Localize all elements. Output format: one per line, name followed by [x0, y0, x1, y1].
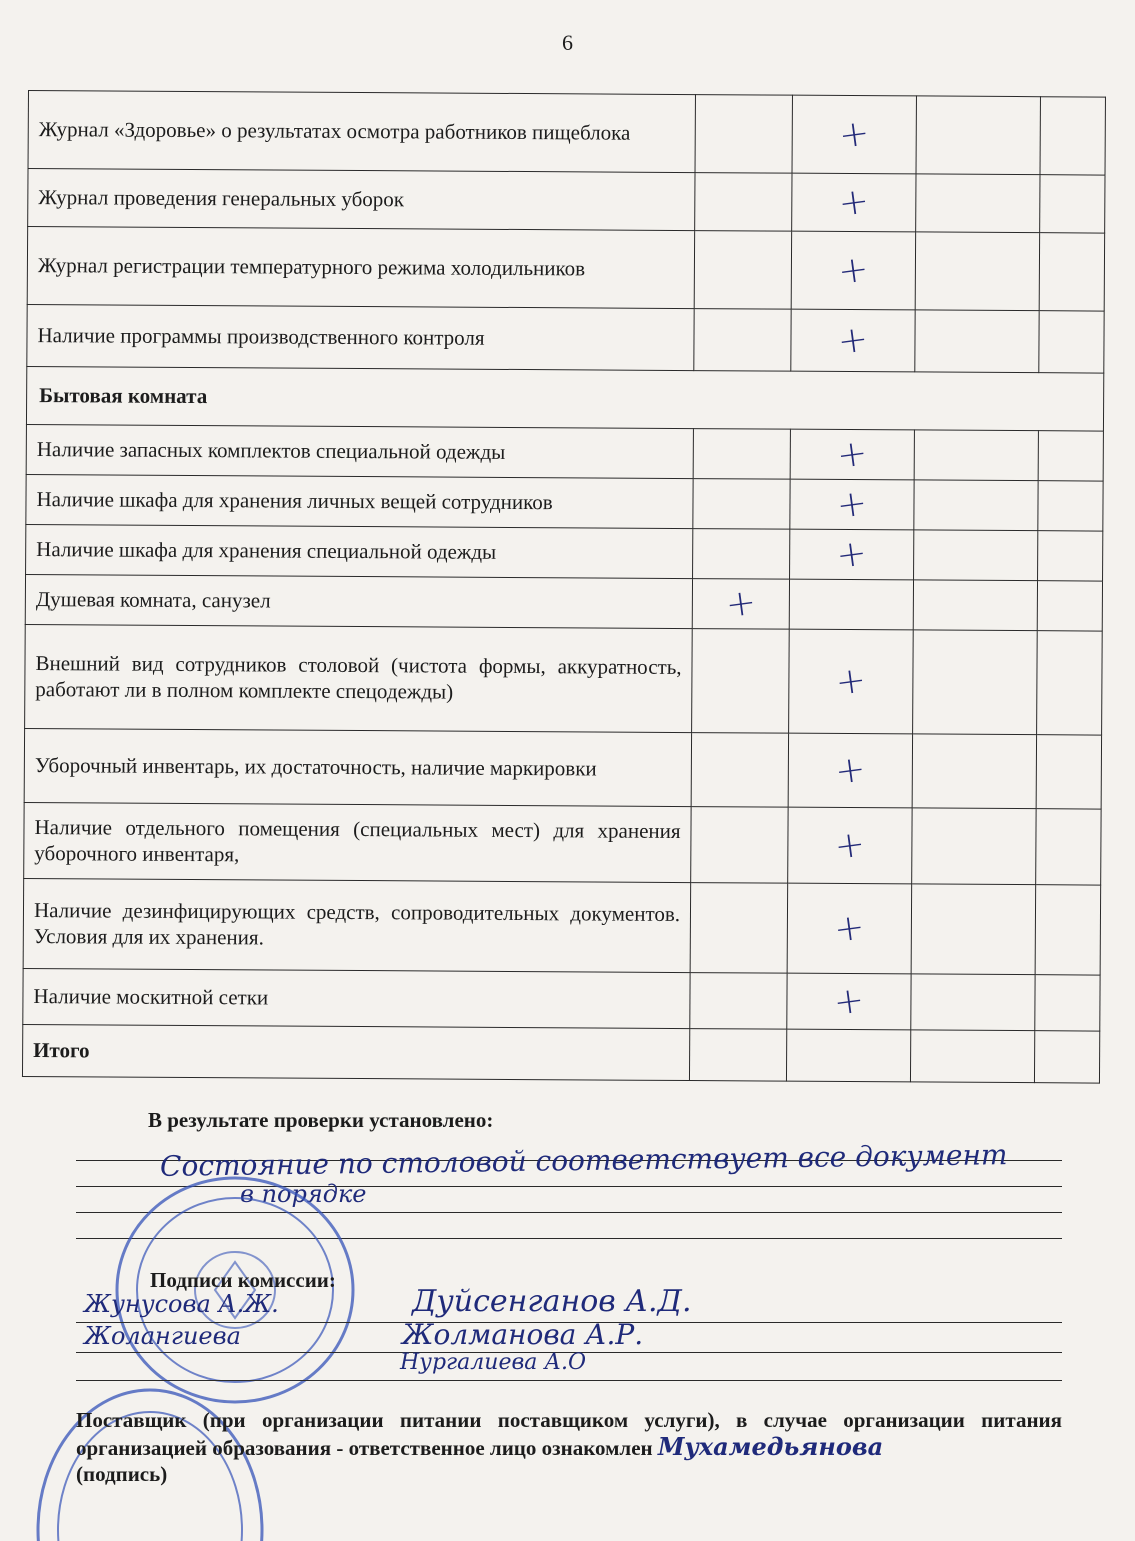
handwritten-finding: Состояние по столовой соответствует все документ [159, 1138, 1008, 1183]
mark-cell [911, 974, 1035, 1031]
table-row [23, 968, 1100, 1031]
mark-cell [692, 629, 790, 734]
row-label: Журнал проведения генеральных уборок [28, 169, 695, 231]
check-mark: + [833, 747, 869, 793]
table-row [25, 574, 1102, 631]
table-row [27, 227, 1104, 312]
check-mark: + [832, 822, 868, 868]
table-row [28, 169, 1105, 234]
table-row [25, 624, 1103, 735]
table-row [26, 524, 1103, 581]
checklist-table [22, 90, 1106, 1084]
check-mark: + [834, 531, 870, 577]
check-mark: + [835, 317, 872, 363]
signature-note: (подпись) [76, 1461, 168, 1486]
mark-cell [787, 1029, 911, 1082]
mark-cell [914, 480, 1038, 531]
row-label: Наличие программы производственного контроля [27, 304, 694, 370]
signature-1: Жунусова А.Ж. [84, 1290, 279, 1318]
check-mark: + [831, 978, 867, 1024]
mark-cell [792, 95, 916, 174]
mark-cell [791, 429, 915, 480]
mark-cell [1040, 97, 1105, 175]
mark-cell [690, 973, 788, 1030]
mark-cell [913, 734, 1037, 809]
row-label: Наличие москитной сетки [23, 968, 690, 1028]
mark-cell [911, 1030, 1035, 1083]
mark-cell [913, 630, 1038, 735]
row-label: Уборочный инвентарь, их достаточность, наличие маркировки [24, 728, 692, 806]
row-label: Внешний вид сотрудников столовой (чистота формы, аккуратность, работают ли в полном комплекте спецодежды) [25, 624, 693, 732]
mark-cell [1037, 735, 1102, 809]
supplier-signature: Мухамедьянова [657, 1432, 884, 1462]
row-label: Итого [22, 1024, 689, 1080]
check-mark: + [834, 481, 871, 527]
row-label: Журнал регистрации температурного режима холодильников [27, 227, 695, 309]
supplier-text: Поставщик (при организации питании поставщиком услуги), в случае организации питания организацией образования - ответственное лицо ознакомлен [76, 1408, 1062, 1461]
mark-cell [912, 808, 1036, 885]
check-mark: + [836, 247, 872, 293]
table-row [24, 802, 1101, 885]
section-title: Бытовая комната [26, 366, 1103, 431]
mark-cell [788, 807, 912, 884]
mark-cell [787, 973, 911, 1030]
mark-cell [790, 479, 914, 530]
table-row [28, 91, 1105, 176]
mark-cell [1036, 885, 1101, 975]
row-label: Наличие дезинфицирующих средств, сопроводительных документов. Условия для их хранения. [23, 878, 691, 972]
mark-cell [1040, 175, 1105, 233]
mark-cell [693, 479, 791, 530]
row-label: Наличие шкафа для хранения специальной одежды [26, 524, 693, 578]
row-label: Наличие шкафа для хранения личных вещей сотрудников [26, 474, 693, 528]
mark-cell [690, 1029, 788, 1082]
mark-cell [916, 96, 1040, 175]
signatures-heading: Подписи комиссии: [150, 1268, 336, 1292]
mark-cell [1039, 311, 1104, 373]
mark-cell [694, 231, 792, 310]
mark-cell [693, 429, 791, 480]
table-row [24, 728, 1101, 809]
handwritten-finding-continued: в порядке [240, 1180, 367, 1208]
mark-cell [1038, 531, 1103, 581]
row-label: Наличие запасных комплектов специальной одежды [26, 424, 693, 478]
mark-cell [789, 629, 914, 734]
mark-cell [914, 580, 1038, 631]
table-row [26, 474, 1103, 531]
mark-cell [1035, 1031, 1100, 1083]
check-mark: + [836, 179, 872, 225]
table-row [27, 304, 1104, 373]
mark-cell [791, 309, 915, 372]
mark-cell [690, 883, 788, 974]
signature-5: Нургалиева А.О [400, 1350, 587, 1375]
mark-cell [1035, 975, 1100, 1031]
mark-cell [792, 231, 916, 310]
mark-cell [692, 579, 790, 630]
mark-cell [695, 173, 793, 232]
mark-cell [912, 884, 1037, 975]
signature-4: Жолманова А.Р. [402, 1318, 644, 1351]
check-mark: + [834, 431, 871, 477]
signature-3: Дуйсенганов А.Д. [412, 1284, 692, 1319]
mark-cell [790, 579, 914, 630]
mark-cell [695, 95, 793, 174]
row-label: Журнал «Здоровье» о результатах осмотра работников пищеблока [28, 91, 696, 173]
mark-cell [789, 733, 913, 808]
mark-cell [915, 310, 1039, 373]
mark-cell [1040, 233, 1105, 311]
mark-cell [1037, 631, 1102, 735]
mark-cell [691, 733, 789, 808]
mark-cell [792, 173, 916, 232]
check-mark: + [833, 658, 869, 704]
mark-cell [691, 807, 789, 884]
mark-cell [916, 174, 1040, 233]
table-row [26, 424, 1103, 481]
check-mark: + [836, 111, 873, 157]
mark-cell [914, 530, 1038, 581]
row-label: Наличие отдельного помещения (специальных мест) для хранения уборочного инвентаря, [24, 802, 692, 882]
mark-cell [1039, 431, 1104, 481]
result-heading: В результате проверки установлено: [148, 1108, 494, 1132]
row-label: Душевая комната, санузел [25, 574, 692, 628]
supplier-statement [76, 1408, 1062, 1487]
check-mark: + [832, 905, 868, 951]
mark-cell [693, 529, 791, 580]
section-row [26, 366, 1103, 431]
signature-2: Жолангиева [84, 1322, 241, 1350]
mark-cell [1038, 481, 1103, 531]
check-mark: + [723, 581, 759, 626]
mark-cell [1036, 809, 1101, 885]
mark-cell [790, 529, 914, 580]
page-number: 6 [562, 30, 573, 55]
mark-cell [1038, 581, 1103, 631]
mark-cell [915, 430, 1039, 481]
mark-cell [694, 309, 792, 372]
mark-cell [788, 883, 913, 974]
table-row [23, 878, 1101, 975]
total-row [22, 1024, 1099, 1083]
mark-cell [916, 232, 1040, 311]
